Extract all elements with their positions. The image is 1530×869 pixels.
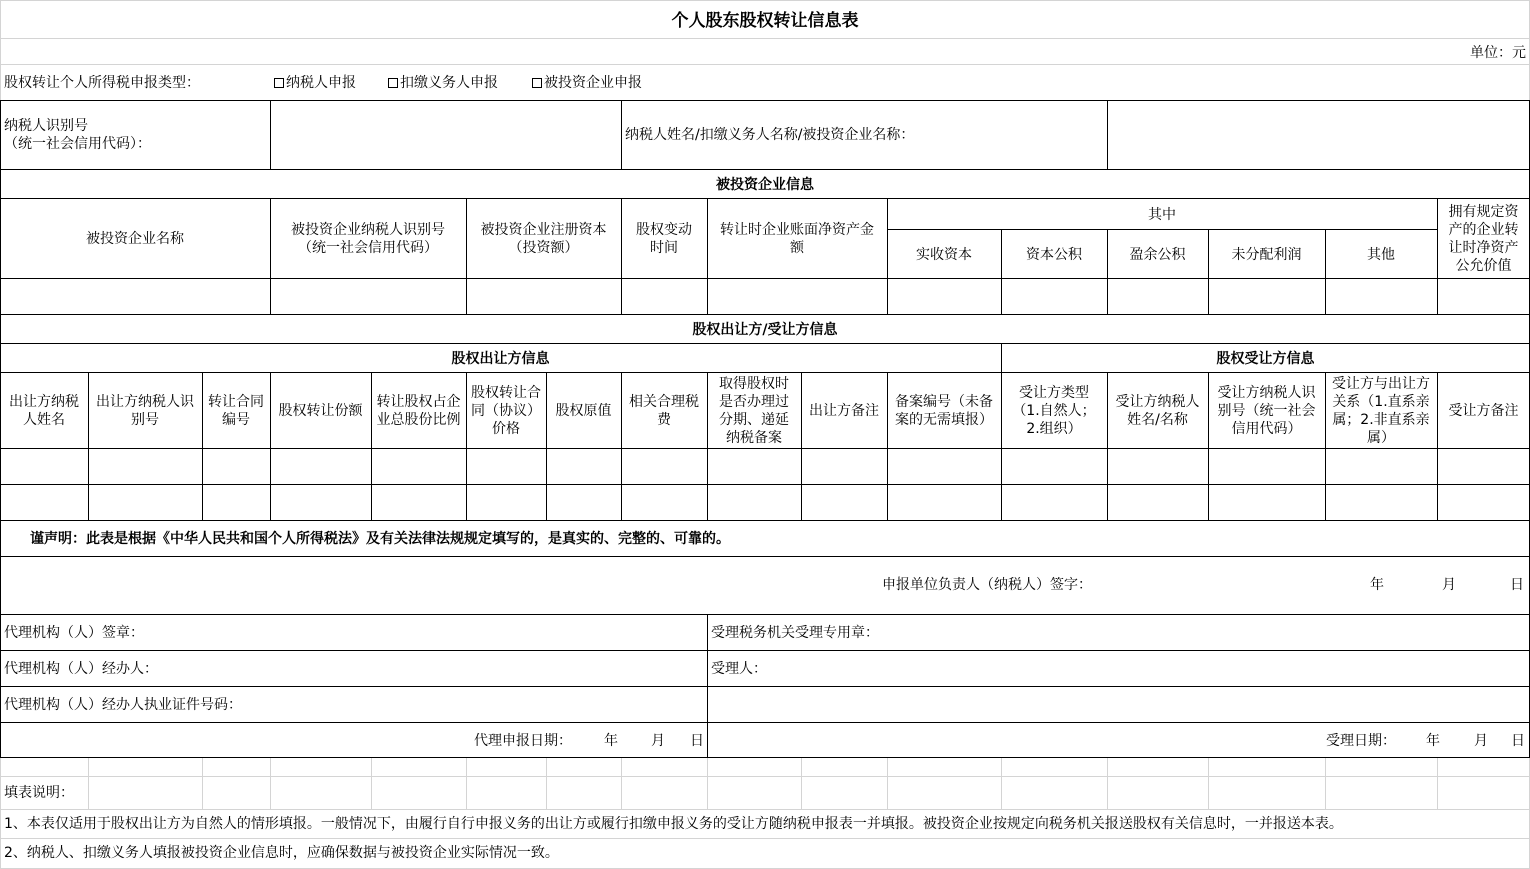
transfer-header-buyer-id: 受让方纳税人识 别号（统一社会 信用代码） (1217, 385, 1316, 437)
transfer-header-filing-no: 备案编号（未备 案的无需填报） (895, 394, 993, 428)
transfer-header-share-ratio: 转让股权占企 业总股份比例 (376, 394, 461, 428)
enterprise-sub-surplus-reserve: 盈余公积 (1129, 246, 1186, 263)
enterprise-section-title: 被投资企业信息 (716, 176, 814, 193)
checkbox-icon[interactable] (532, 78, 542, 88)
declare-type-label: 股权转让个人所得税申报类型： (4, 75, 200, 91)
taxpayer-name-label: 纳税人姓名/扣缴义务人名称/被投资企业名称： (625, 127, 915, 143)
tax-office-receiver-label: 受理人： (711, 661, 767, 677)
transfer-header-seller-id: 出让方纳税人识 别号 (96, 394, 194, 428)
transfer-header-seller-remark: 出让方备注 (809, 403, 879, 419)
transfer-header-transfer-share: 股权转让份额 (278, 403, 363, 419)
notes-title: 填表说明： (4, 785, 74, 801)
transfer-data-row[interactable] (0, 449, 1530, 485)
enterprise-header-id: 被投资企业纳税人识别号 （统一社会信用代码） (291, 222, 445, 256)
enterprise-header-of-which: 其中 (1148, 206, 1176, 223)
enterprise-header-fair-value: 拥有规定资 产的企业转 让时净资产 公允价值 (1448, 204, 1519, 274)
seller-section-title: 股权出让方信息 (451, 350, 550, 367)
agent-seal-label: 代理机构（人）签章： (4, 625, 144, 641)
transfer-header-original-value: 股权原值 (555, 403, 612, 419)
page-title: 个人股东股权转让信息表 (671, 11, 859, 31)
transfer-data-row[interactable] (0, 485, 1530, 521)
enterprise-sub-paid-in: 实收资本 (916, 246, 972, 263)
enterprise-data-row[interactable] (0, 279, 1530, 315)
agent-handler-label: 代理机构（人）经办人： (4, 661, 158, 677)
agent-date-year: 年 (604, 732, 618, 749)
signature-year: 年 (1370, 577, 1384, 593)
declaration-statement: 谨声明：此表是根据《中华人民共和国个人所得税法》及有关法律法规规定填写的，是真实的、完整的、可靠的。 (30, 531, 730, 547)
checkbox-icon[interactable] (388, 78, 398, 88)
signature-day: 日 (1510, 577, 1524, 593)
note-item-1: 1、本表仅适用于股权出让方为自然人的情形填报。一般情况下，由履行自行申报义务的出让方或履行扣缴申报义务的受让方随纳税申报表一并填报。被投资企业按规定向税务机关报送股权有关信息时，一并报送本表。 (4, 816, 1343, 832)
agent-license-label: 代理机构（人）经办人执业证件号码： (4, 697, 242, 713)
taxpayer-id-label: 纳税人识别号 （统一社会信用代码）： (4, 118, 151, 152)
enterprise-header-net-assets: 转让时企业账面净资产金 额 (720, 222, 874, 256)
tax-office-date-year: 年 (1426, 732, 1440, 749)
transfer-header-contract-price: 股权转让合 同（协议） 价格 (471, 385, 541, 437)
transfer-header-buyer-name: 受让方纳税人 姓名/名称 (1115, 394, 1200, 428)
option-enterprise[interactable]: 被投资企业申报 (532, 72, 682, 94)
taxpayer-name-field[interactable] (1107, 100, 1530, 170)
signature-month: 月 (1442, 577, 1456, 593)
transfer-header-buyer-relation: 受让方与出让方 关系（1.直系亲 属；2.非直系亲 属） (1332, 376, 1430, 446)
enterprise-sub-undistributed: 未分配利润 (1231, 246, 1302, 263)
tax-office-date-day: 日 (1511, 732, 1525, 749)
enterprise-sub-other: 其他 (1367, 246, 1395, 263)
tax-office-date-label: 受理日期： (1326, 732, 1396, 749)
unit-label: 单位：元 (1470, 45, 1526, 61)
agent-date-day: 日 (690, 732, 704, 749)
enterprise-header-change-time: 股权变动 时间 (636, 222, 692, 256)
transfer-header-buyer-type: 受让方类型 （1.自然人； 2.组织） (1012, 385, 1096, 437)
tax-office-date-month: 月 (1474, 732, 1488, 749)
enterprise-header-name: 被投资企业名称 (86, 231, 184, 247)
checkbox-icon[interactable] (274, 78, 284, 88)
enterprise-sub-capital-reserve: 资本公积 (1026, 246, 1082, 263)
enterprise-header-capital: 被投资企业注册资本 （投资额） (480, 222, 607, 256)
transfer-header-seller-name: 出让方纳税 人姓名 (9, 394, 79, 428)
option-withholder[interactable]: 扣缴义务人申报 (388, 72, 532, 94)
transfer-header-contract-no: 转让合同 编号 (208, 394, 264, 428)
note-item-2: 2、纳税人、扣缴义务人填报被投资企业信息时，应确保数据与被投资企业实际情况一致。 (4, 845, 559, 861)
agent-date-label: 代理申报日期： (474, 732, 572, 749)
transfer-header-reasonable-fees: 相关合理税 费 (629, 394, 699, 428)
buyer-section-title: 股权受让方信息 (1216, 350, 1315, 367)
tax-office-seal-label: 受理税务机关受理专用章： (711, 625, 879, 641)
signature-label: 申报单位负责人（纳税人）签字： (882, 577, 1092, 593)
option-taxpayer[interactable]: 纳税人申报 (272, 72, 388, 94)
taxpayer-id-field[interactable] (270, 100, 621, 170)
transfer-header-installment-filing: 取得股权时 是否办理过 分期、递延 纳税备案 (719, 376, 789, 446)
transfer-header-buyer-remark: 受让方备注 (1448, 403, 1519, 419)
transfer-section-title: 股权出让方/受让方信息 (692, 321, 838, 338)
agent-date-month: 月 (651, 732, 665, 749)
